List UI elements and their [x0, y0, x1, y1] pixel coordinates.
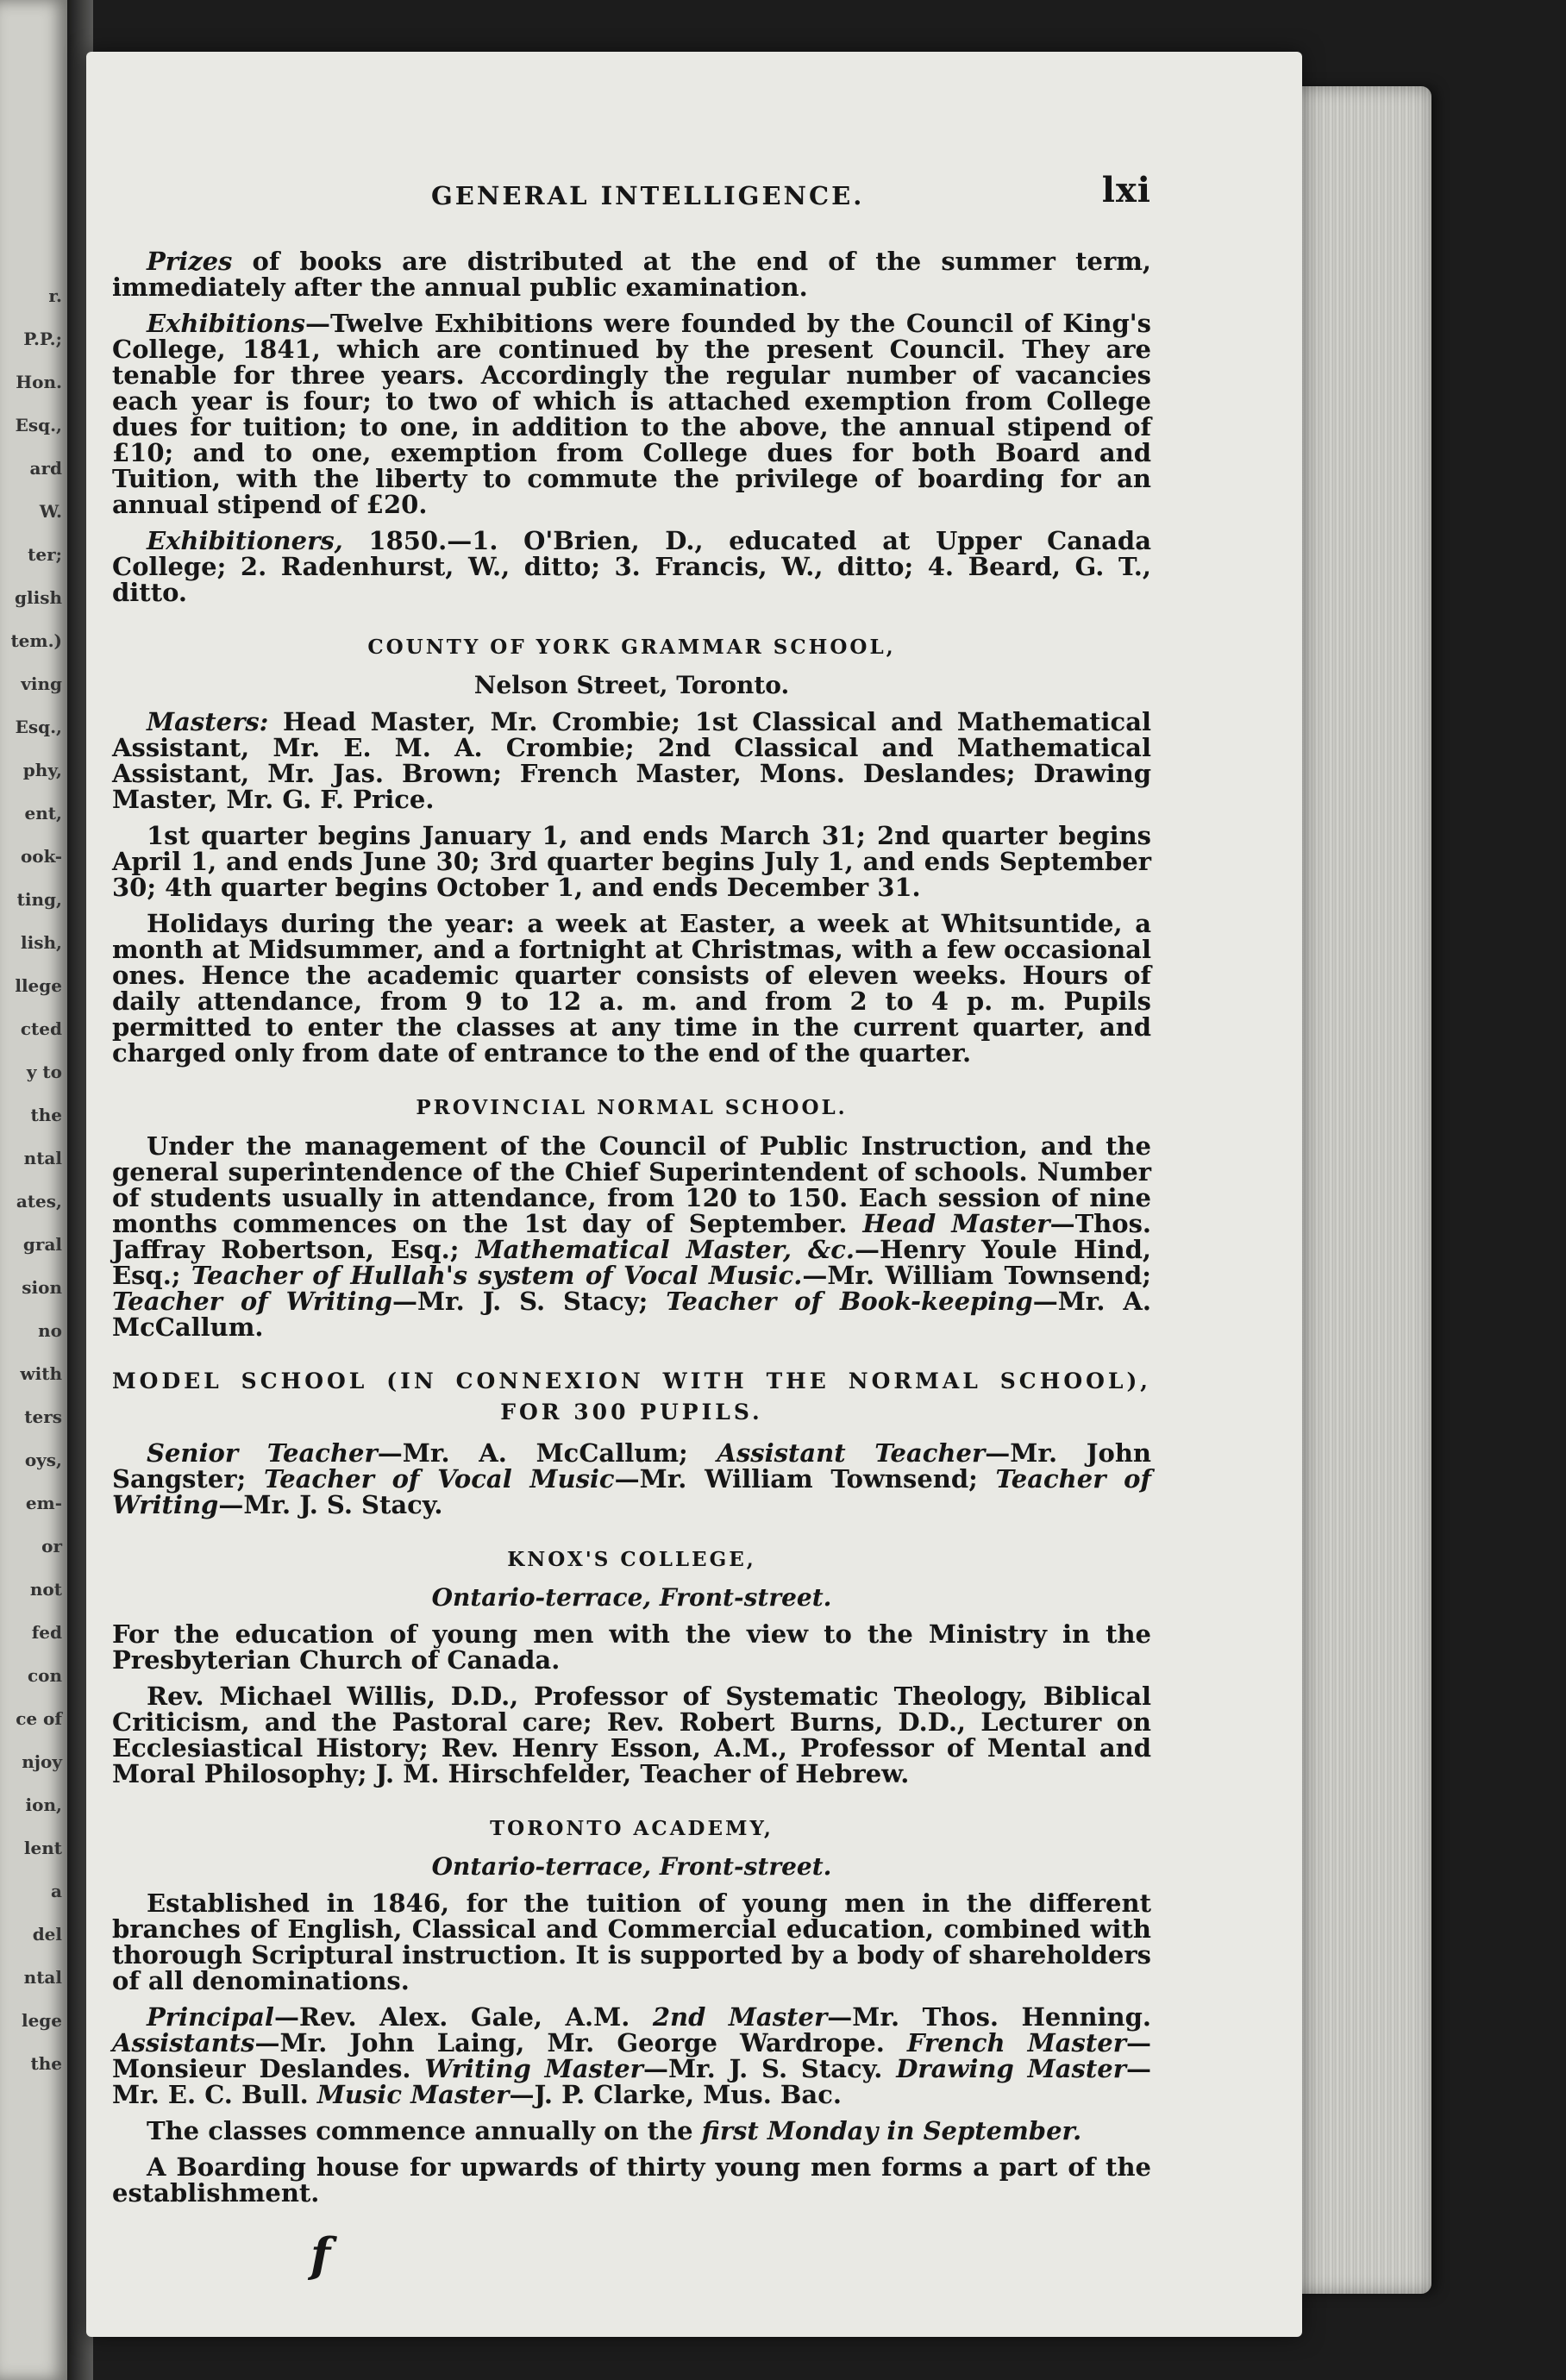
left-page-fragment: ion, [25, 1794, 62, 1815]
knox-address: Ontario-terrace, Front-street. [431, 1583, 832, 1612]
model-text-3: —Mr. William Townsend; [614, 1464, 996, 1494]
left-page-edge [0, 0, 67, 2380]
left-page-fragment: Hon. [16, 372, 62, 392]
left-page-fragment: ter; [28, 544, 62, 565]
left-page-fragment: ent, [24, 803, 62, 824]
academy-established: Established in 1846, for the tuition of young men in the different branches of English, Classical and Commercial education, combined with thorough Scriptural instruction. It is supported by a body of shareholders of all denominations. [112, 1888, 1151, 1995]
left-page-fragment: W. [39, 501, 62, 522]
academy-text-4: —Monsieur Deslandes. [112, 2028, 1151, 2083]
model-role-3: Teacher of Vocal Music [263, 1464, 615, 1494]
page-fore-edge [1285, 86, 1431, 2294]
left-page-fragment: gral [22, 1234, 62, 1255]
academy-text-7: —J. P. Clarke, Mus. Bac. [509, 2080, 842, 2109]
exhibitioners-paragraph [112, 528, 1151, 605]
left-page-fragment: lent [23, 1838, 62, 1858]
model-role-4: Teacher of Writing [112, 1464, 1151, 1519]
york-quarters: 1st quarter begins January 1, and ends March 31; 2nd quarter begins April 1, and ends June 30; 3rd quarter begins July 1, and ends September 30; 4th quarter begins October 1, and ends December 31. [112, 821, 1151, 902]
left-page-fragment: phy, [22, 760, 62, 780]
page-content [112, 170, 1152, 2283]
left-page-fragment: ters [24, 1406, 62, 1427]
knox-purpose: For the education of young men with the view to the Ministry in the Presbyterian Church of Canada. [112, 1619, 1151, 1675]
normal-text-3: —Henry Youle Hind, Esq.; [112, 1235, 1151, 1290]
left-page-fragment: em- [25, 1493, 62, 1513]
york-masters-lead: Masters: [147, 707, 269, 736]
normal-heading: PROVINCIAL NORMAL SCHOOL. [416, 1096, 848, 1119]
normal-role-4: Teacher of Writing [112, 1287, 392, 1316]
academy-text-2: —Mr. Thos. Henning. [827, 2002, 1152, 2032]
exhibitions-text: —Twelve Exhibitions were founded by the Council of King's College, 1841, which are continued by the present Council. They are tenable for three years. Accordingly the regular number of vacancies each year is four; to two of which is attached exemption from College dues for tuition; to one, in addition to the above, the annual stipend of £10; and to one, exemption from College dues for both Board and Tuition, with the liberty to commute the privilege of boarding for an annual stipend of £20. [112, 309, 1151, 519]
left-page-fragment: oys, [24, 1450, 62, 1470]
left-page-fragment: fed [31, 1622, 62, 1643]
model-paragraph [112, 1440, 1151, 1518]
left-page-fragment: sion [22, 1277, 62, 1298]
prizes-paragraph [112, 248, 1151, 300]
normal-role-2: Mathematical Master, &c. [475, 1235, 855, 1264]
model-text-4: —Mr. J. S. Stacy. [218, 1490, 443, 1519]
academy-text-5: —Mr. J. S. Stacy. [642, 2054, 897, 2083]
left-page-fragment: Esq., [15, 717, 62, 737]
left-page-fragment: ntal [23, 1148, 62, 1168]
left-page-fragment: ook- [20, 846, 62, 867]
academy-text-1: —Rev. Alex. Gale, A.M. [273, 2002, 653, 2032]
left-page-fragment: glish [15, 587, 62, 608]
left-page-fragment: with [20, 1363, 62, 1384]
academy-role-1: Principal [147, 2002, 274, 2032]
running-head [112, 170, 1151, 226]
academy-role-3: Assistants [112, 2028, 255, 2057]
exhibitioners-text: 1850.—1. O'Brien, D., educated at Upper Canada College; 2. Radenhurst, W., ditto; 3. Francis, W., ditto; 4. Beard, G. T., ditto. [112, 526, 1151, 607]
left-page-fragment: con [27, 1665, 62, 1686]
left-page-fragment: r. [48, 285, 62, 306]
model-role-2: Assistant Teacher [717, 1438, 986, 1468]
academy-staff [112, 2004, 1151, 2108]
model-heading: MODEL SCHOOL (IN CONNEXION WITH THE NORMAL SCHOOL), FOR 300 PUPILS. [112, 1368, 1151, 1425]
left-page-fragment: cted [20, 1018, 62, 1039]
left-page-fragment: the [30, 2053, 62, 2074]
york-address: Nelson Street, Toronto. [473, 671, 790, 699]
normal-text-6: —Mr. A. McCallum. [112, 1287, 1152, 1342]
normal-text-1: Under the management of the Council of Public Instruction, and the general superintendence of the Chief Superintendent of schools. Number of students usually in attendance, from 120 to 150. Each session of nine months commences on the 1st day of September. [112, 1131, 1151, 1238]
left-page-fragment: no [38, 1320, 62, 1341]
exhibitioners-lead: Exhibitioners, [147, 526, 343, 555]
normal-paragraph [112, 1133, 1151, 1340]
normal-role-5: Teacher of Book-keeping [666, 1287, 1033, 1316]
left-page-fragment: lish, [21, 932, 62, 953]
left-page-fragment: y to [26, 1062, 62, 1082]
left-page-fragment: lege [21, 2010, 62, 2031]
prizes-lead: Prizes [147, 247, 233, 276]
york-masters [112, 709, 1151, 812]
left-page-fragment: Esq., [15, 415, 62, 435]
academy-role-2: 2nd Master [652, 2002, 828, 2032]
exhibitions-paragraph [112, 310, 1151, 517]
normal-text-4: —Mr. William Townsend; [802, 1261, 1151, 1290]
left-page-fragment: tem.) [10, 630, 62, 651]
normal-text-2: —Thos. Jaffray Robertson, Esq.; [112, 1209, 1152, 1264]
academy-role-7: Music Master [316, 2080, 510, 2109]
normal-role-1: Head Master [862, 1209, 1050, 1238]
left-page-fragment: llege [15, 975, 62, 996]
left-page-fragment: ard [29, 458, 62, 479]
left-page-fragment: or [41, 1536, 62, 1556]
york-heading: COUNTY OF YORK GRAMMAR SCHOOL, [367, 636, 896, 659]
left-page-fragment: P.P.; [23, 329, 62, 349]
academy-heading: TORONTO ACADEMY, [490, 1817, 774, 1840]
left-page-fragment: ntal [23, 1967, 62, 1988]
york-masters-text: Head Master, Mr. Crombie; 1st Classical and Mathematical Assistant, Mr. E. M. A. Crombie; 2nd Classical and Mathematical Assistant, Mr. Jas. Brown; French Master, Mons. Deslandes; Drawing Master, Mr. G. F. Price. [112, 707, 1151, 814]
model-role-1: Senior Teacher [147, 1438, 378, 1468]
left-page-fragment: ates, [16, 1191, 62, 1212]
knox-staff: Rev. Michael Willis, D.D., Professor of Systematic Theology, Biblical Criticism, and the Pastoral care; Rev. Robert Burns, D.D., Lecturer on Ecclesiastical History; Rev. Henry Esson, A.M., Professor of Mental and Moral Philosophy; J. M. Hirschfelder, Teacher of Hebrew. [112, 1682, 1151, 1788]
normal-text-5: —Mr. J. S. Stacy; [392, 1287, 667, 1316]
academy-role-4: French Master [906, 2028, 1126, 2057]
running-title: GENERAL INTELLIGENCE. [431, 181, 865, 210]
left-page-fragment: not [29, 1579, 62, 1600]
academy-boarding: A Boarding house for upwards of thirty young men forms a part of the establishment. [112, 2152, 1151, 2208]
academy-classes-text: The classes commence annually on the [147, 2116, 702, 2145]
normal-role-3: Teacher of Hullah's system of Vocal Music. [191, 1261, 803, 1290]
academy-classes-date: first Monday in September. [701, 2116, 1082, 2145]
left-page-fragment: ving [21, 673, 62, 694]
prizes-text: of books are distributed at the end of the summer term, immediately after the annual public examination. [112, 247, 1151, 302]
exhibitions-lead: Exhibitions [147, 309, 305, 338]
left-page-fragment: ce of [16, 1708, 62, 1729]
academy-classes [112, 2118, 1151, 2144]
knox-heading: KNOX'S COLLEGE, [507, 1548, 756, 1571]
academy-text-3: —Mr. John Laing, Mr. George Wardrope. [254, 2028, 907, 2057]
left-page-fragment: njoy [22, 1751, 62, 1772]
left-page-fragment: a [51, 1881, 62, 1901]
model-text-2: —Mr. John Sangster; [112, 1438, 1151, 1494]
academy-address: Ontario-terrace, Front-street. [431, 1852, 832, 1881]
page-number: lxi [1101, 170, 1151, 210]
left-page-fragment: ting, [16, 889, 62, 910]
model-text-1: —Mr. A. McCallum; [377, 1438, 717, 1468]
academy-role-5: Writing Master [424, 2054, 643, 2083]
academy-text-6: —Mr. E. C. Bull. [112, 2054, 1151, 2109]
signature-mark: f [310, 2227, 331, 2283]
left-page-fragment: del [32, 1924, 62, 1945]
academy-role-6: Drawing Master [896, 2054, 1126, 2083]
left-page-fragment: the [30, 1105, 62, 1125]
york-holidays: Holidays during the year: a week at Easter, a week at Whitsuntide, a month at Midsummer, and a fortnight at Christmas, with a few occasional ones. Hence the academic quarter consists of eleven weeks. Hours of daily attendance, from 9 to 12 a. m. and from 2 to 4 p. m. Pupils permitted to enter the classes at any time in the current quarter, and charged only from date of entrance to the end of the quarter. [112, 909, 1151, 1068]
